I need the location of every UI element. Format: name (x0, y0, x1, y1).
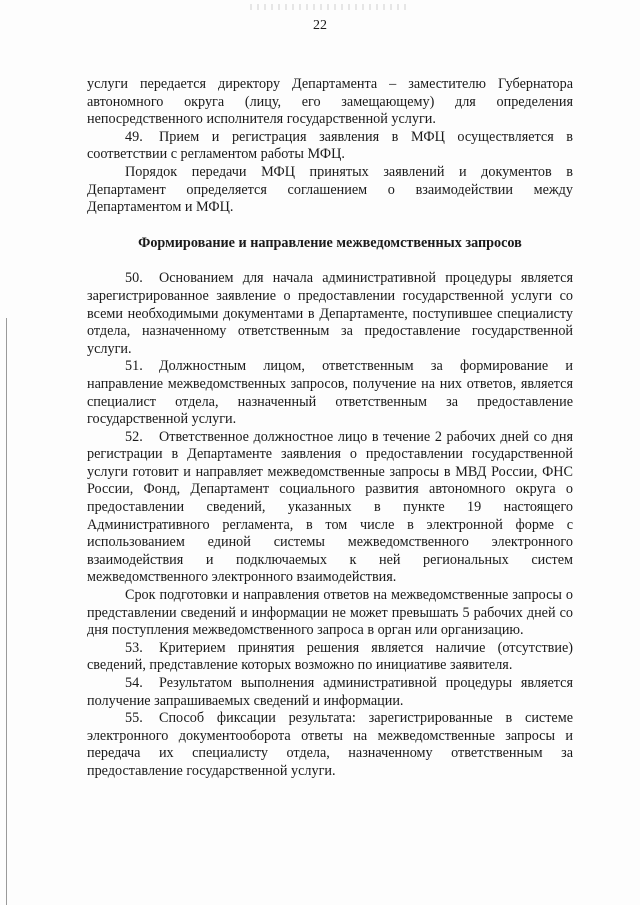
paragraph-text: Должностным лицом, ответственным за формирование и направление межведомственных запросов, получение на них ответов, является специалист отдела, назначенный ответственным за предоставление государственной услуги. (87, 358, 573, 428)
paragraph-text: Ответственное должностное лицо в течение 2 рабочих дней со дня регистрации в Департаменте заявления о предоставлении государственной услуги готовит и направляет межведомственные запросы в МВД России, ФНС России, Фонд, Департамент социального развития автономного округа о предоставлении сведений, указанных в пункте 19 настоящего Административного регламента, в том числе в электронной форме с использованием единой системы межведомственного электронного взаимодействия и подключаемых к ней региональных систем межведомственного электронного взаимодействия. (87, 428, 573, 586)
paragraph-54 (87, 675, 573, 710)
paragraph-text: Основанием для начала административной процедуры является зарегистрированное заявление о предоставлении государственной услуги со всеми необходимыми документами в Департаменте, поступившее специалисту отдела, назначенному ответственным за предоставление государственной услуги. (87, 270, 573, 357)
paragraph-49-continued: Порядок передачи МФЦ принятых заявлений и документов в Департамент определяется соглашением о взаимодействии между Департаментом и МФЦ. (87, 163, 573, 216)
paragraph-number: 53. (125, 639, 143, 656)
paragraph-text: Критерием принятия решения является наличие (отсутствие) сведений, представление которых возможно по инициативе заявителя. (87, 639, 573, 674)
paragraph-52 (87, 429, 573, 587)
paragraph-52-continued: Срок подготовки и направления ответов на межведомственные запросы о представлении сведений и информации не может превышать 5 рабочих дней со дня поступления межведомственного запроса в орган или организацию. (87, 587, 573, 639)
paragraph-text: Результатом выполнения административной процедуры является получение запрашиваемых сведений и информации. (87, 675, 573, 709)
paragraph-50 (87, 270, 573, 358)
paragraph-continuation: услуги передается директору Департамента – заместителю Губернатора автономного округа (лицу, его замещающему) для определения непосредственного исполнителя государственной услуги. (87, 76, 573, 128)
scan-artifact (250, 4, 410, 10)
scan-edge-line (6, 318, 7, 905)
page-number: 22 (313, 18, 327, 33)
paragraph-49 (87, 129, 573, 164)
paragraph-number: 55. (125, 710, 143, 727)
paragraph-number: 52. (125, 428, 143, 445)
document-body (87, 76, 573, 781)
paragraph-number: 49. (125, 128, 143, 145)
paragraph-number: 54. (125, 675, 143, 691)
paragraph-55 (87, 710, 573, 780)
paragraph-51 (87, 358, 573, 428)
paragraph-text: Прием и регистрация заявления в МФЦ осуществляется в соответствии с регламентом работы МФЦ. (87, 128, 573, 163)
paragraph-53 (87, 640, 573, 675)
paragraph-number: 50. (125, 270, 143, 287)
paragraph-number: 51. (125, 358, 143, 375)
section-heading: Формирование и направление межведомственных запросов (138, 234, 522, 251)
paragraph-text: Способ фиксации результата: зарегистрированные в системе электронного документооборота ответы на межведомственные запросы и передача их специалисту отдела, назначенному ответственным за предоставление государственной услуги. (87, 710, 573, 779)
